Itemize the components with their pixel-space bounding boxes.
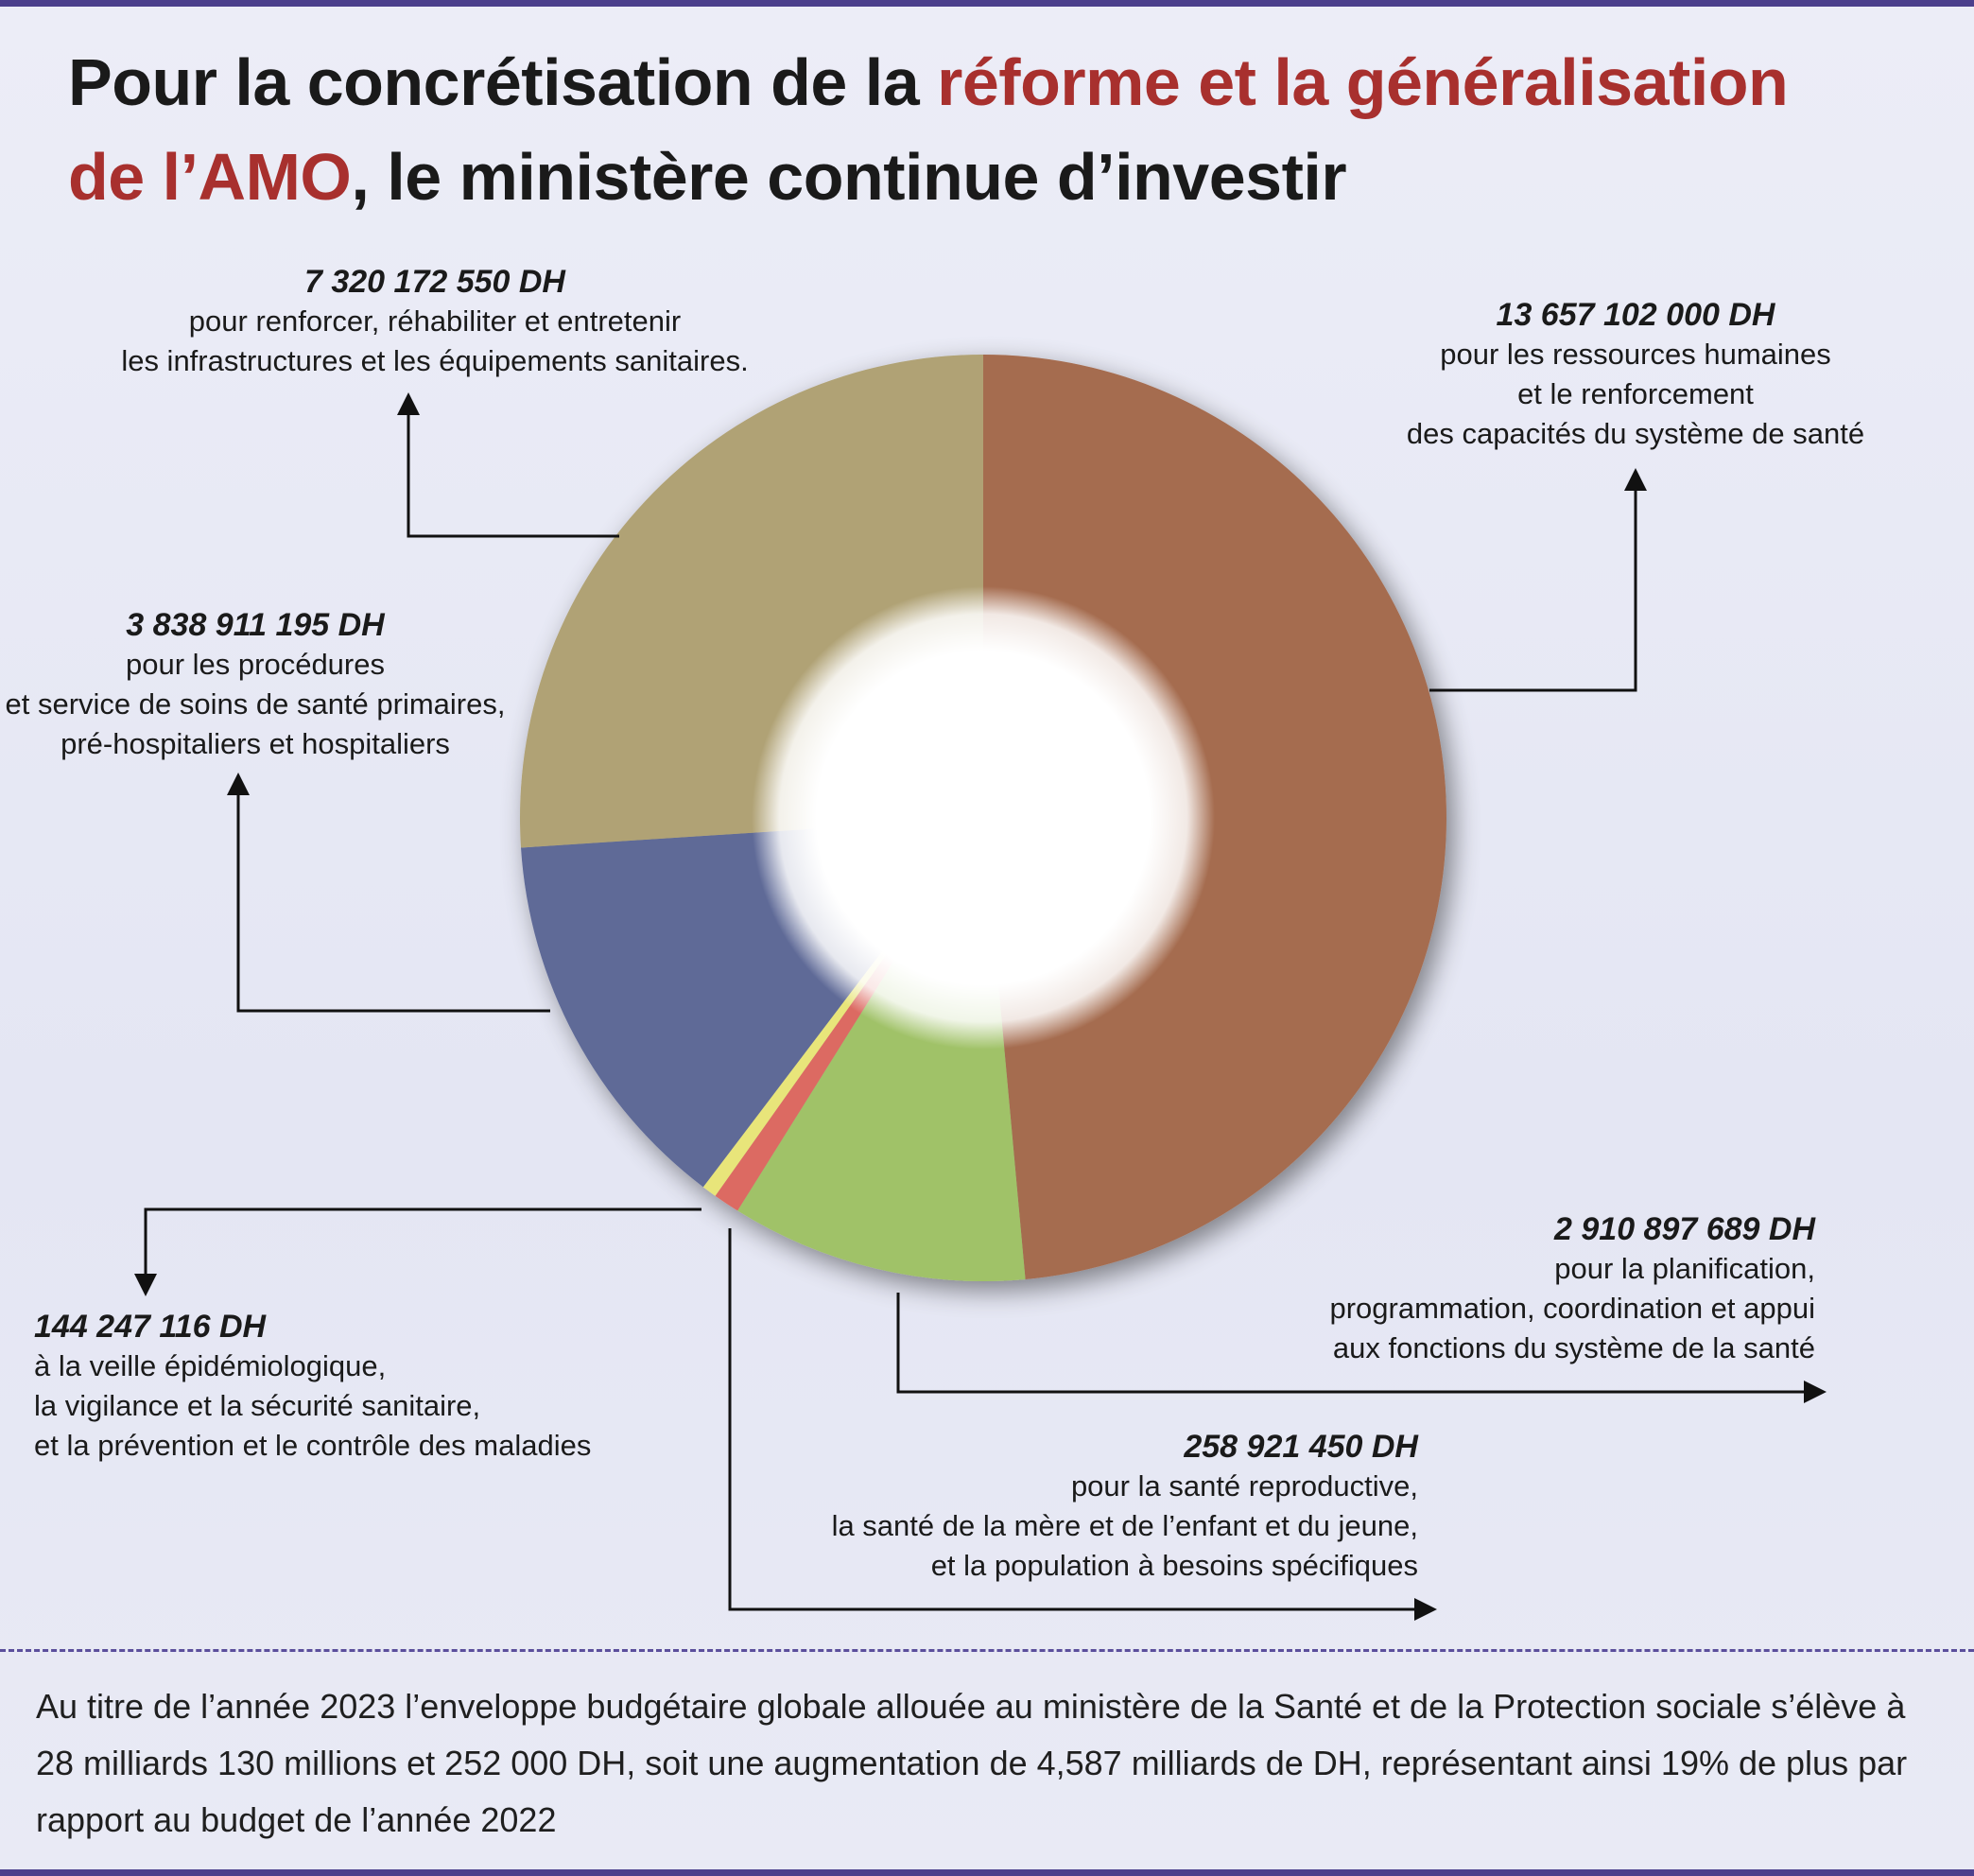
footer-text: Au titre de l’année 2023 l’enveloppe budgétaire globale allouée au ministère de la Santé et de la Protection sociale s’élève à 28 milliards 130 millions et 252 000 DH, soit une augmentation de 4,587 milliards de DH, représentant ainsi 19% de plus par rapport au budget de l’année 2022 <box>36 1687 1908 1839</box>
amount-label: 7 320 172 550 DH <box>304 264 565 300</box>
amount-label: 2 910 897 689 DH <box>1554 1211 1815 1247</box>
dashed-divider <box>0 1649 1974 1652</box>
title-highlight-2: de l’AMO <box>68 140 352 214</box>
amount-label: 258 921 450 DH <box>1184 1429 1418 1465</box>
donut-hole <box>752 586 1215 1050</box>
title-highlight-1: réforme et la généralisation <box>937 45 1789 119</box>
callout-planification <box>1116 1209 1815 1368</box>
description-label: pour la santé reproductive, la santé de la mère et de l’enfant et du jeune, et la population à besoins spécifiques <box>831 1469 1418 1582</box>
description-label: pour renforcer, réhabiliter et entretenir les infrastructures et les équipements sanitaires. <box>121 304 749 377</box>
amount-label: 13 657 102 000 DH <box>1496 297 1775 333</box>
description-label: à la veille épidémiologique, la vigilance et la sécurité sanitaire, et la prévention et le contrôle des maladies <box>34 1349 592 1462</box>
leader-line-ressources-humaines <box>1429 479 1636 690</box>
leader-line-veille <box>146 1209 701 1285</box>
leader-line-infrastructures <box>408 404 619 536</box>
description-label: pour les procédures et service de soins de santé primaires, pré-hospitaliers et hospitaliers <box>5 648 506 760</box>
description-label: pour les ressources humaines et le renforcement des capacités du système de santé <box>1406 338 1865 450</box>
callout-sante-reproductive <box>719 1427 1418 1586</box>
title-part2: , le ministère continue d’investir <box>351 140 1347 214</box>
amount-label: 144 247 116 DH <box>34 1309 267 1345</box>
callout-veille <box>34 1307 715 1466</box>
amount-label: 3 838 911 195 DH <box>126 607 385 643</box>
title-part1: Pour la concrétisation de la <box>68 45 938 119</box>
description-label: pour la planification, programmation, coordination et appui aux fonctions du système de la santé <box>1329 1252 1815 1364</box>
leader-line-soins <box>238 784 550 1011</box>
callout-ressources-humaines <box>1352 295 1919 454</box>
callout-infrastructures <box>76 262 794 381</box>
callout-soins <box>5 605 506 764</box>
